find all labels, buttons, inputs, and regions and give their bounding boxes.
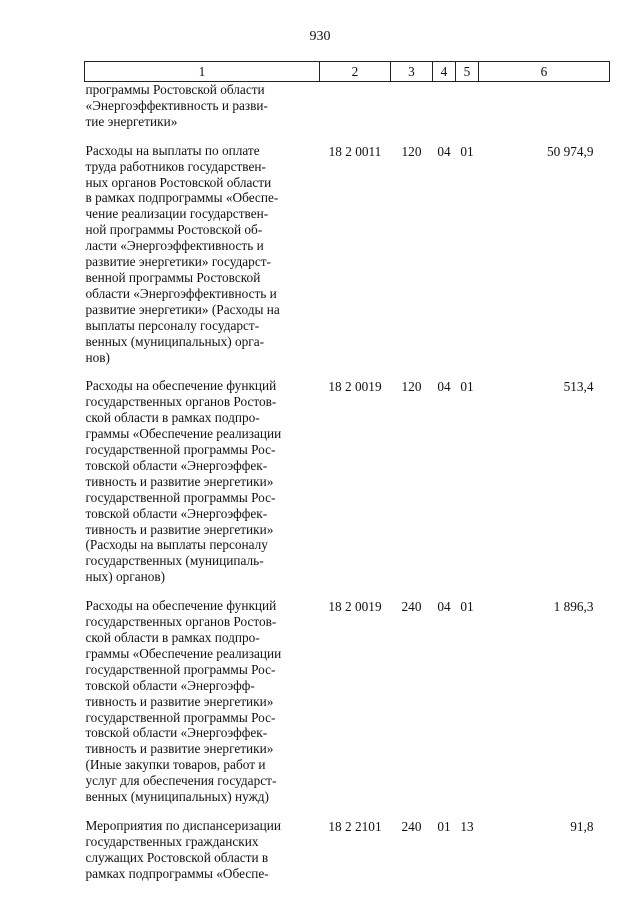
description-line: рамках подпрограммы «Обеспе- — [85, 865, 269, 881]
description-line: государственной программы Рос- — [85, 442, 276, 458]
row-description — [85, 598, 320, 818]
row-subsection: 01 — [460, 599, 474, 615]
description-line: ласти «Энергоэффективность и — [85, 238, 264, 254]
row-description — [85, 82, 320, 143]
header-col-2: 2 — [320, 62, 391, 82]
description-line: тивность и развитие энергетики» — [85, 473, 274, 489]
row-subsection — [456, 82, 479, 143]
row-subsection: 01 — [460, 143, 474, 159]
description-line: государственных гражданских — [85, 833, 259, 849]
description-line: чение реализации государствен- — [85, 206, 269, 222]
description-line: развитие энергетики» (Расходы на — [85, 301, 280, 317]
description-line: товской области «Энергоэффек- — [85, 725, 268, 741]
description-line: Расходы на выплаты по оплате — [85, 142, 260, 158]
header-row — [85, 62, 610, 82]
row-amount: 513,4 — [563, 379, 594, 395]
description-line: венных (муниципальных) орга- — [85, 333, 265, 349]
row-amount: 91,8 — [570, 818, 594, 834]
description-line: «Энергоэффективность и разви- — [85, 97, 268, 113]
page-number: 930 — [309, 29, 331, 44]
description-line: государственной программы Рос- — [85, 661, 276, 677]
row-section: 04 — [437, 143, 451, 159]
row-target-article: 18 2 0019 — [328, 599, 382, 615]
description-line: ской области в рамках подпро- — [85, 630, 260, 645]
description-line: государственных органов Ростов- — [85, 614, 277, 630]
row-description — [85, 143, 320, 379]
row-target-article: 18 2 0011 — [328, 143, 382, 159]
description-line: государственной программы Рос- — [85, 489, 276, 505]
description-line: ной программы Ростовской об- — [85, 222, 263, 238]
row-section: 01 — [437, 818, 451, 834]
description-line: государственной программы Рос- — [85, 709, 276, 725]
header-col-6: 6 — [479, 62, 610, 82]
description-line: услуг для обеспечения государст- — [85, 773, 277, 789]
description-line: венной программы Ростовской — [85, 269, 261, 285]
description-line: тивность и развитие энергетики» — [85, 741, 274, 757]
table-row — [85, 818, 610, 882]
description-line: товской области «Энергоэффек- — [85, 505, 268, 521]
description-line: выплаты персоналу государст- — [85, 317, 260, 333]
row-expense-type: 120 — [401, 379, 422, 395]
description-line: товской области «Энергоэфф- — [85, 677, 255, 693]
row-section: 04 — [437, 379, 451, 395]
description-line: тивность и развитие энергетики» — [85, 693, 274, 709]
description-line: ской области в рамках подпро- — [85, 410, 260, 426]
row-expense-type: 240 — [401, 818, 422, 834]
description-line: служащих Ростовской области в — [85, 849, 269, 865]
description-line: Расходы на обеспечение функций — [85, 598, 277, 614]
description-line: в рамках подпрограммы «Обеспе- — [85, 190, 279, 206]
description-line: нов) — [85, 349, 110, 365]
row-amount — [479, 82, 610, 143]
description-line: ных органов Ростовской области — [85, 174, 272, 190]
row-expense-type — [391, 82, 433, 143]
description-line: тие энергетики» — [85, 113, 178, 129]
row-section: 04 — [437, 599, 451, 615]
row-expense-type: 240 — [401, 599, 422, 615]
description-line: тивность и развитие энергетики» — [85, 521, 274, 537]
row-subsection: 13 — [460, 818, 474, 834]
description-line: (Расходы на выплаты персоналу — [85, 537, 268, 553]
description-line: венных (муниципальных) нужд) — [85, 789, 269, 805]
header-col-4: 4 — [433, 62, 456, 82]
row-section — [433, 82, 456, 143]
description-line: развитие энергетики» государст- — [85, 254, 271, 270]
description-line: Мероприятия по диспансеризации — [85, 817, 281, 833]
row-description — [85, 818, 320, 882]
row-expense-type: 120 — [401, 143, 422, 159]
row-target-article — [320, 82, 391, 143]
table-row — [85, 598, 610, 818]
description-line: граммы «Обеспечение реализации — [85, 426, 282, 442]
table-row — [85, 378, 610, 598]
header-col-5: 5 — [456, 62, 479, 82]
description-line: государственных (муниципаль- — [85, 553, 264, 569]
table-row — [85, 82, 610, 143]
header-col-1: 1 — [85, 62, 320, 82]
description-line: ных) органов) — [85, 569, 166, 585]
row-amount: 50 974,9 — [546, 143, 594, 159]
description-line: труда работников государствен- — [85, 158, 266, 174]
row-subsection: 01 — [460, 379, 474, 395]
description-line: (Иные закупки товаров, работ и — [85, 757, 266, 773]
description-line: граммы «Обеспечение реализации — [85, 645, 282, 661]
row-target-article: 18 2 0019 — [328, 379, 382, 395]
description-line: товской области «Энергоэффек- — [85, 457, 268, 473]
description-line: программы Ростовской области — [85, 82, 265, 97]
table-row — [85, 143, 610, 379]
description-line: Расходы на обеспечение функций — [85, 378, 277, 394]
header-col-3: 3 — [391, 62, 433, 82]
description-line: области «Энергоэффективность и — [85, 285, 277, 301]
description-line: государственных органов Ростов- — [85, 394, 277, 410]
budget-table — [84, 61, 610, 882]
row-target-article: 18 2 2101 — [328, 818, 382, 834]
row-description — [85, 378, 320, 598]
row-amount: 1 896,3 — [553, 599, 594, 615]
